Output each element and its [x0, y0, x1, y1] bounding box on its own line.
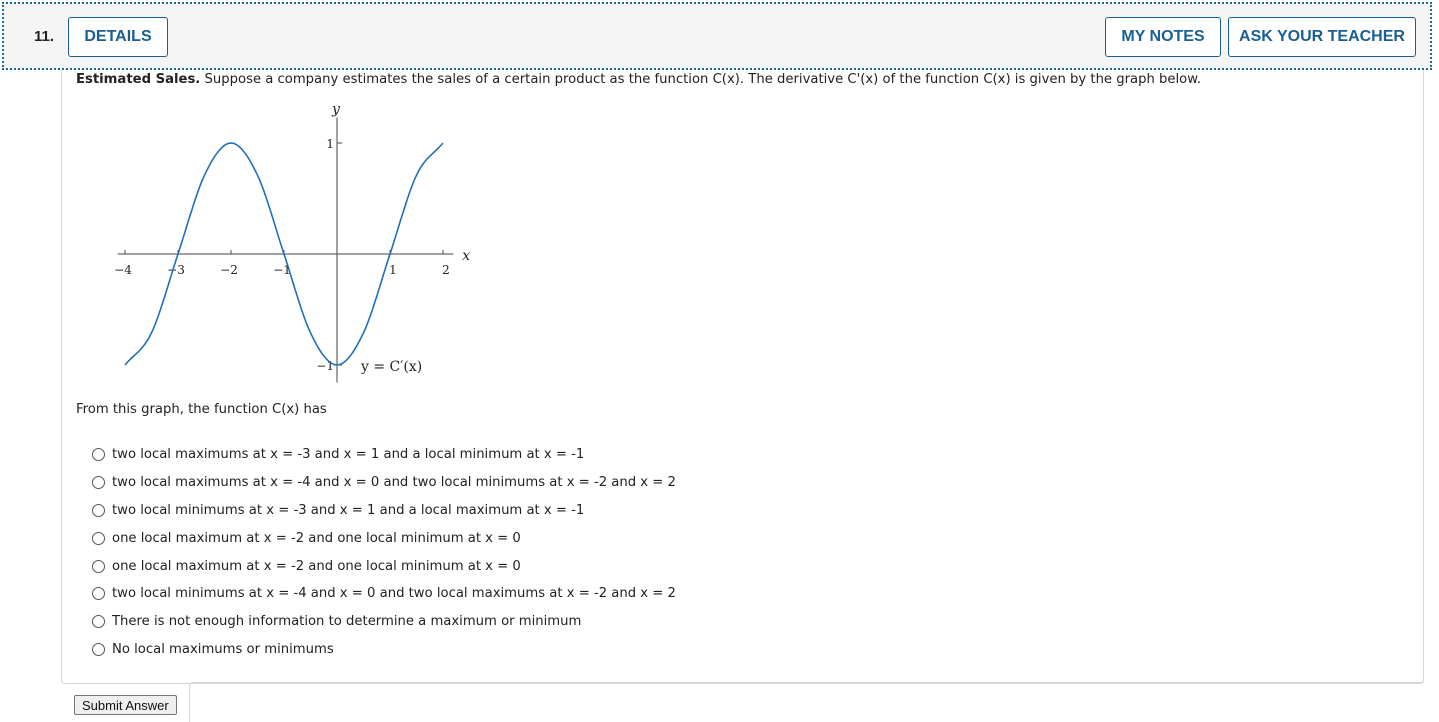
x-tick-label: −1 [273, 263, 291, 277]
y-axis-label: y [332, 101, 340, 118]
option-1[interactable] [92, 441, 676, 469]
problem-title: Estimated Sales. [76, 72, 201, 87]
option-8[interactable] [92, 636, 676, 664]
radio-button[interactable] [92, 532, 105, 545]
option-label: two local maximums at x = -4 and x = 0 and two local minimums at x = -2 and x = 2 [112, 475, 676, 491]
radio-button[interactable] [92, 643, 105, 656]
option-label: two local minimums at x = -3 and x = 1 and a local maximum at x = -1 [112, 502, 585, 518]
x-tick-label: 2 [442, 263, 450, 277]
x-tick-label: 1 [389, 263, 397, 277]
y-tick-label: 1 [326, 137, 334, 151]
option-label: one local maximum at x = -2 and one local minimum at x = 0 [112, 530, 521, 546]
radio-button[interactable] [92, 448, 105, 461]
curve-label: y = C′(x) [361, 359, 423, 375]
option-6[interactable] [92, 580, 676, 608]
radio-button[interactable] [92, 587, 105, 600]
option-5[interactable] [92, 552, 676, 580]
option-label: one local maximum at x = -2 and one local minimum at x = 0 [112, 558, 521, 574]
submit-answer-button[interactable]: Submit Answer [74, 695, 177, 715]
radio-button[interactable] [92, 476, 105, 489]
radio-button[interactable] [92, 560, 105, 573]
derivative-graph [105, 100, 485, 385]
x-tick-label: −4 [114, 263, 132, 277]
x-tick-label: −3 [167, 263, 185, 277]
problem-statement [76, 72, 1201, 87]
details-button[interactable]: DETAILS [68, 17, 168, 57]
question-number: 11. [34, 28, 55, 45]
x-axis-label: x [462, 248, 471, 264]
option-label: two local maximums at x = -3 and x = 1 and a local minimum at x = -1 [112, 447, 585, 463]
graph-axes [118, 117, 454, 382]
option-7[interactable] [92, 608, 676, 636]
question-header [2, 2, 1432, 70]
option-4[interactable] [92, 524, 676, 552]
problem-text: Suppose a company estimates the sales of a certain product as the function C(x). The derivative C'(x) of the function C(x) is given by the graph below. [204, 72, 1202, 87]
ask-your-teacher-button[interactable]: ASK YOUR TEACHER [1228, 17, 1416, 57]
my-notes-button[interactable]: MY NOTES [1105, 17, 1221, 57]
option-label: There is not enough information to determine a maximum or minimum [112, 614, 582, 630]
x-tick-label: −2 [220, 263, 238, 277]
radio-button[interactable] [92, 504, 105, 517]
option-label: two local minimums at x = -4 and x = 0 and two local maximums at x = -2 and x = 2 [112, 586, 676, 602]
answer-options [92, 441, 676, 663]
graph-ticks [114, 137, 450, 373]
answer-area [189, 682, 1424, 722]
radio-button[interactable] [92, 615, 105, 628]
question-prompt: From this graph, the function C(x) has [76, 402, 327, 417]
option-2[interactable] [92, 469, 676, 497]
option-label: No local maximums or minimums [112, 641, 334, 657]
option-3[interactable] [92, 497, 676, 525]
y-tick-label: −1 [316, 359, 334, 373]
